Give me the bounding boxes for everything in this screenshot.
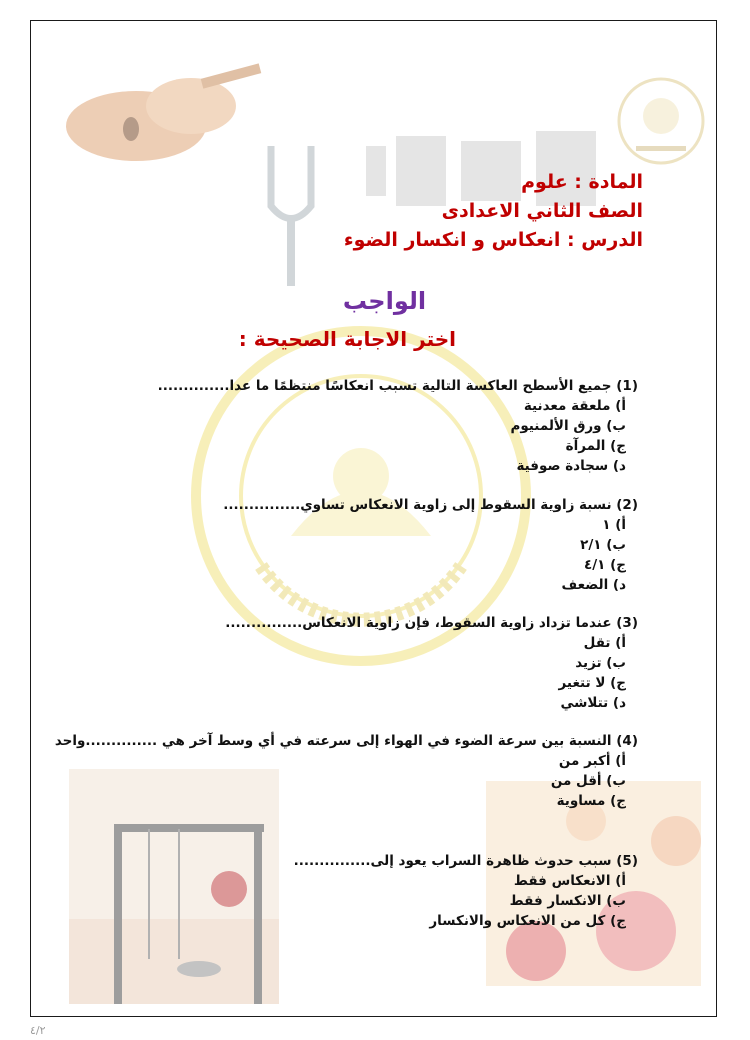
ministry-logo-small [616, 76, 706, 166]
question-4 [54, 731, 638, 811]
lesson-heading: الدرس : انعكاس و انكسار الضوء [343, 229, 643, 251]
question-2-option-d: د) الضعف [561, 577, 626, 593]
question-1-stem: (1) جميع الأسطح العاكسة التالية تسبب انعكاسًا منتظمًا ما عدا.............. [157, 378, 638, 394]
question-3 [225, 613, 638, 713]
question-4-stem: (4) النسبة بين سرعة الضوء في الهواء إلى سرعته في أي وسط آخر هي ..............واحد [54, 733, 638, 749]
tuning-fork-watermark [261, 141, 321, 291]
question-4-option-c: ج) مساوية [556, 793, 626, 809]
question-2-option-a: أ) ١ [602, 517, 626, 533]
subject-heading: المادة : علوم [521, 171, 643, 193]
question-3-stem: (3) عندما تزداد زاوية السقوط، فإن زاوية الانعكاس............... [225, 615, 638, 631]
question-1-option-c: ج) المرآة [565, 438, 626, 454]
question-4-option-a: أ) أكبر من [558, 753, 626, 769]
page-frame [30, 20, 717, 1017]
question-4-option-b: ب) أقل من [550, 773, 626, 789]
violin-watermark [41, 51, 271, 181]
question-2-stem: (2) نسبة زاوية السقوط إلى زاوية الانعكاس تساوي............... [223, 497, 638, 513]
instruction-text: اختر الاجابة الصحيحة : [238, 327, 456, 351]
grade-heading: الصف الثاني الاعدادى [441, 200, 643, 222]
question-1-option-b: ب) ورق الألمنيوم [510, 418, 626, 434]
question-3-option-a: أ) تقل [583, 635, 626, 651]
question-3-option-b: ب) تزيد [575, 655, 626, 671]
question-3-option-d: د) تتلاشي [560, 695, 626, 711]
question-5 [293, 851, 638, 931]
question-5-option-c: ج) كل من الانعكاس والانكسار [429, 913, 626, 929]
question-5-option-b: ب) الانكسار فقط [509, 893, 626, 909]
homework-title: الواجب [342, 287, 427, 315]
question-5-stem: (5) سبب حدوث ظاهرة السراب يعود إلى............... [293, 853, 638, 869]
question-2 [223, 495, 638, 595]
question-1 [157, 376, 638, 476]
question-5-option-a: أ) الانعكاس فقط [513, 873, 626, 889]
question-2-option-b: ب) ٢/١ [580, 537, 626, 553]
question-3-option-c: ج) لا تتغير [558, 675, 626, 691]
question-1-option-a: أ) ملعقة معدنية [523, 398, 626, 414]
page-number: ٤/٢ [30, 1024, 46, 1037]
question-2-option-c: ج) ٤/١ [583, 557, 626, 573]
question-1-option-d: د) سجادة صوفية [516, 458, 626, 474]
